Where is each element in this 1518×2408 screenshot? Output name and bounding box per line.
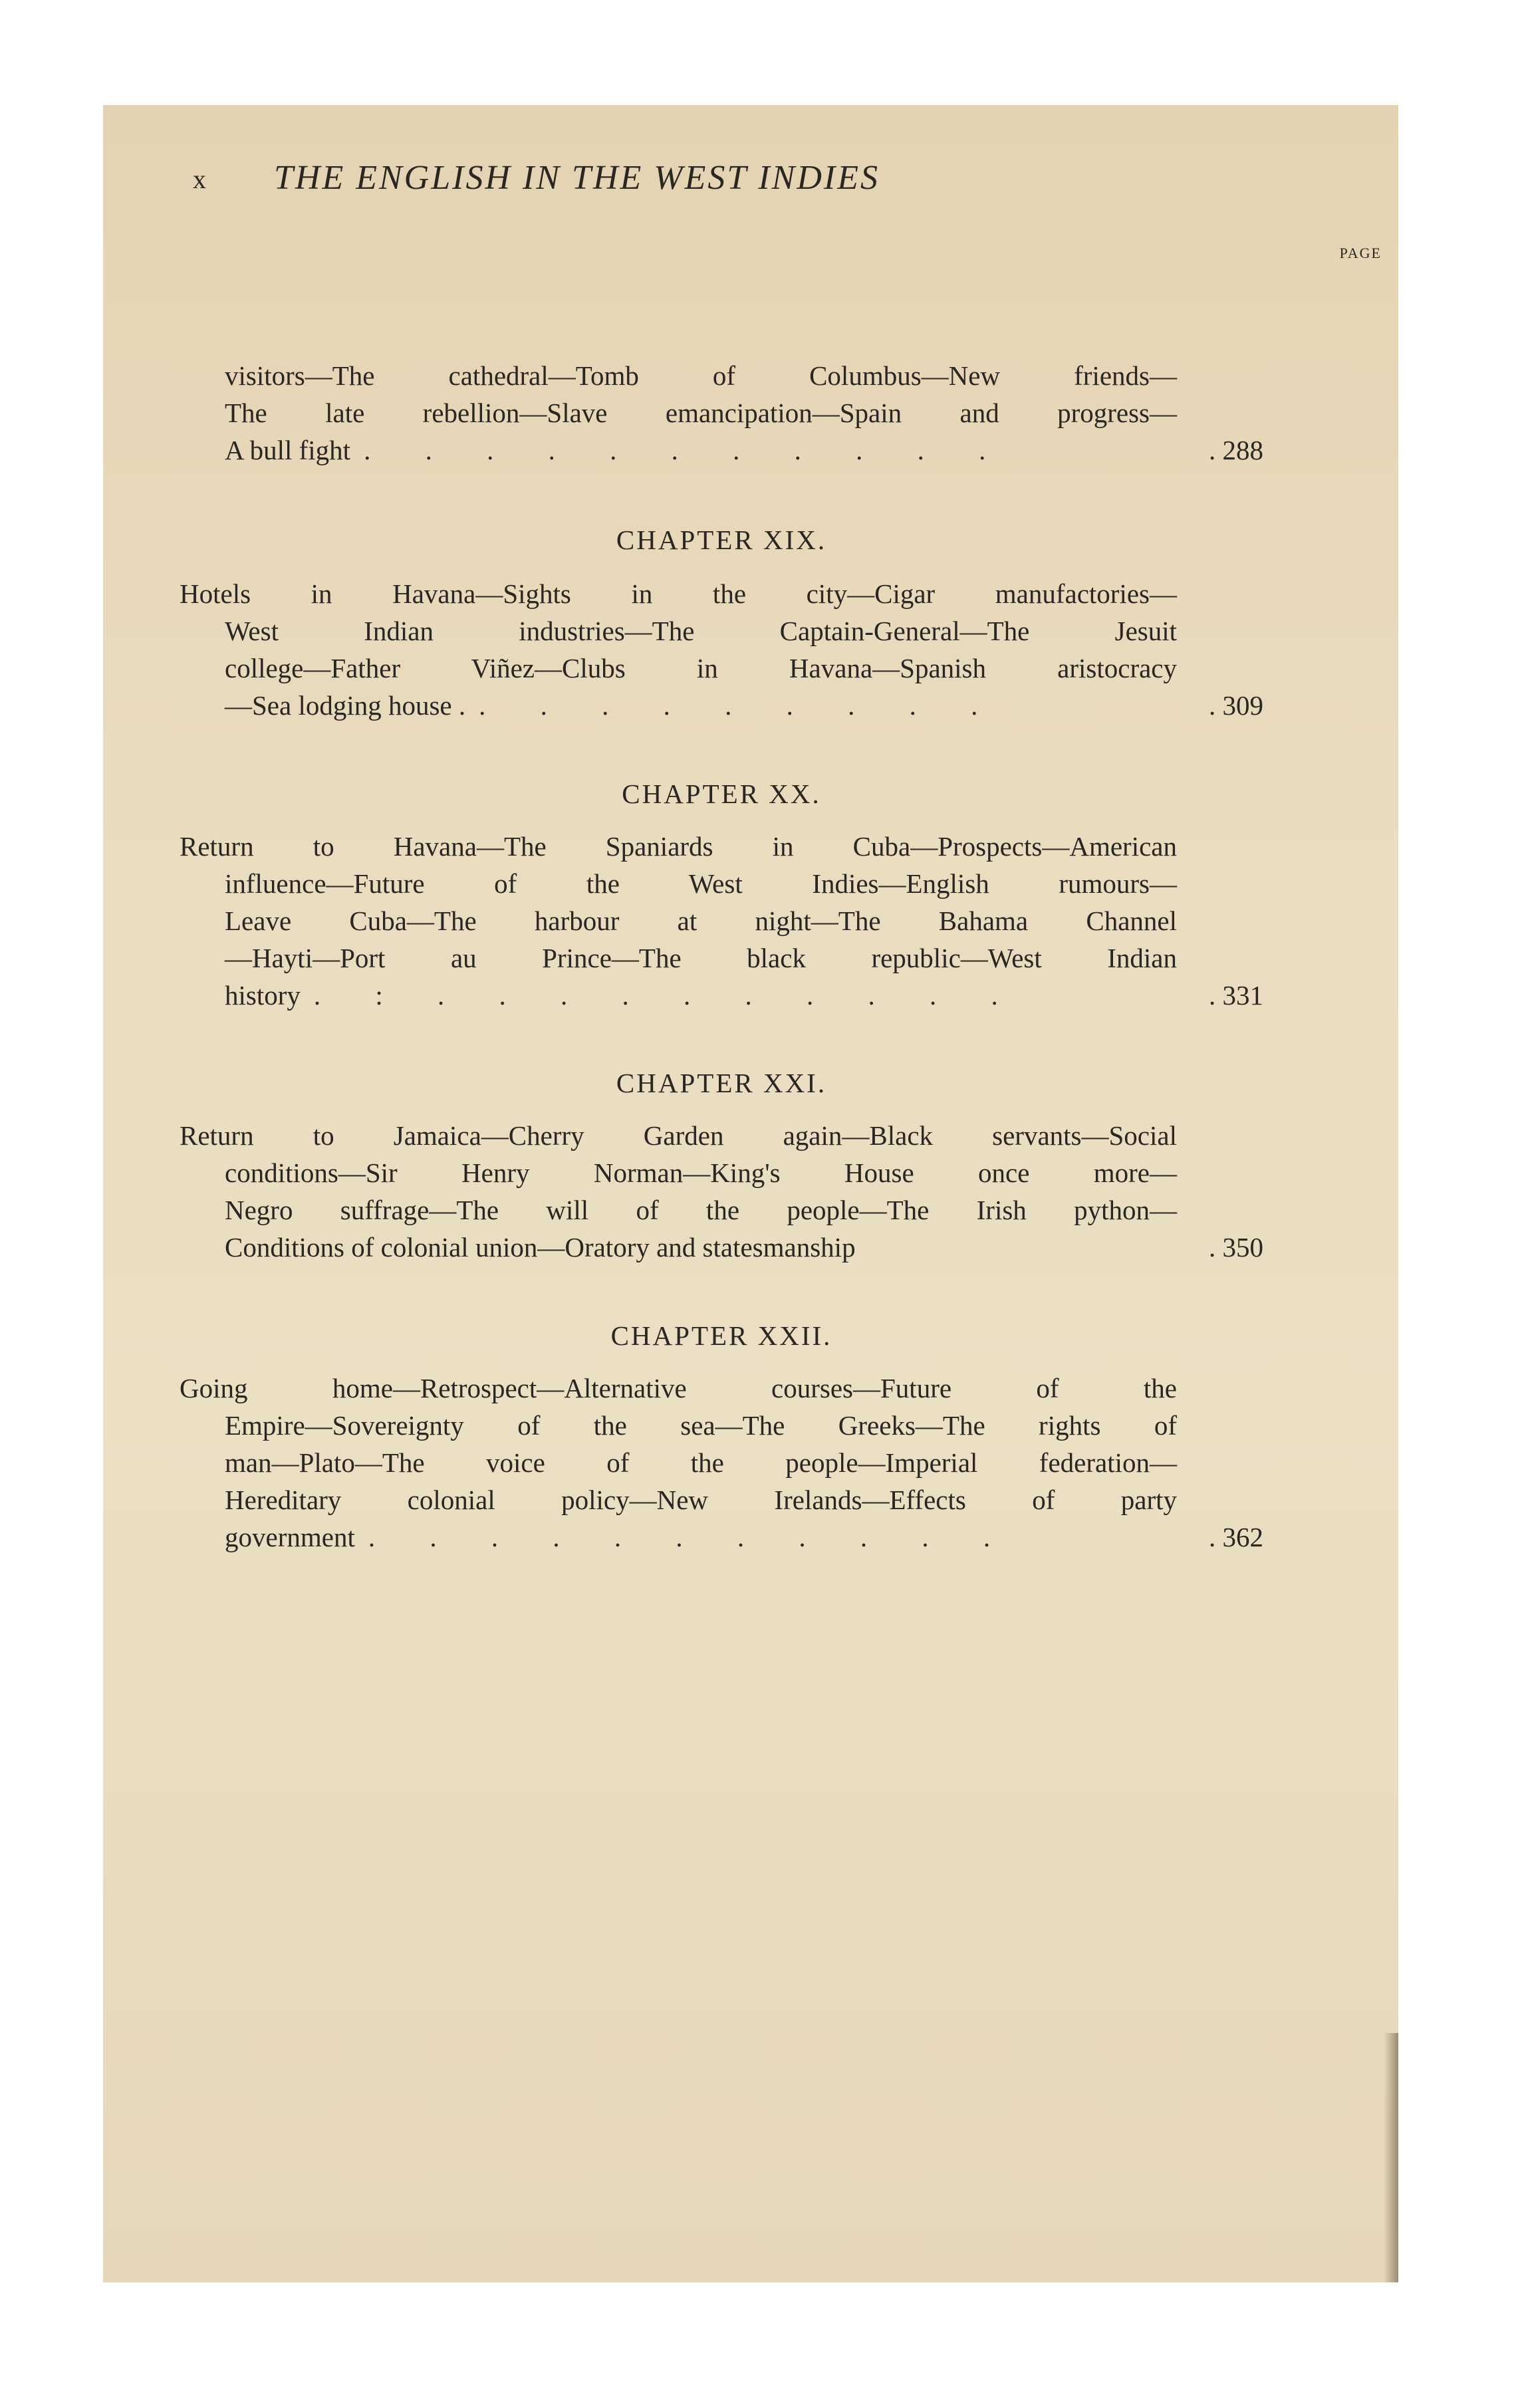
- toc-line: —Hayti—Port au Prince—The black republic—West Indian: [225, 943, 1177, 973]
- toc-entry: [180, 575, 1263, 724]
- toc-line: The late rebellion—Slave emancipation—Spain and progress—: [225, 398, 1177, 428]
- running-head: [193, 158, 1157, 205]
- dot-leader: . . . . . . . . .: [479, 690, 1002, 721]
- book-title: THE ENGLISH IN THE WEST INDIES: [274, 159, 880, 197]
- dot-leader: . . . . . . . . . . .: [364, 435, 1010, 465]
- toc-line: man—Plato—The voice of the people—Imperial federation—: [225, 1447, 1177, 1478]
- toc-line: Leave Cuba—The harbour at night—The Bahama Channel: [225, 905, 1177, 936]
- toc-line-text: A bull fight: [225, 435, 351, 465]
- toc-line: Hereditary colonial policy—New Irelands—Effects of party: [225, 1485, 1177, 1515]
- toc-page-ref: . 362: [1209, 1522, 1263, 1552]
- toc-line-text: —Sea lodging house .: [225, 690, 466, 721]
- dot-leader: . : . . . . . . . . . .: [313, 980, 1022, 1011]
- toc-line-leader: [180, 1229, 1263, 1266]
- toc-page-ref: . 331: [1209, 980, 1263, 1011]
- toc-line: college—Father Viñez—Clubs in Havana—Spanish aristocracy: [225, 653, 1177, 683]
- toc-line-leader: [180, 687, 1263, 724]
- toc-entry: [180, 1370, 1263, 1556]
- toc-line: Negro suffrage—The will of the people—The Irish python—: [225, 1195, 1177, 1225]
- page-number: x: [193, 164, 207, 194]
- chapter-heading: CHAPTER XXII.: [610, 1320, 832, 1351]
- toc-entry: [180, 1117, 1263, 1266]
- toc-line-text: Conditions of colonial union—Oratory and statesmanship: [225, 1232, 856, 1263]
- toc-line-leader: [180, 977, 1263, 1014]
- toc-line: Return to Havana—The Spaniards in Cuba—Prospects—American: [180, 831, 1177, 862]
- toc-page-ref: . 309: [1209, 690, 1263, 721]
- toc-entry: [180, 828, 1263, 1014]
- toc-line: West Indian industries—The Captain-General—The Jesuit: [225, 616, 1177, 646]
- toc-line: conditions—Sir Henry Norman—King's House once more—: [225, 1157, 1177, 1188]
- toc-line: Going home—Retrospect—Alternative courses—Future of the: [180, 1373, 1177, 1403]
- chapter-heading: CHAPTER XX.: [622, 779, 821, 809]
- toc-line: influence—Future of the West Indies—English rumours—: [225, 868, 1177, 899]
- toc-line: visitors—The cathedral—Tomb of Columbus—New friends—: [225, 360, 1177, 391]
- toc-line-leader: [180, 431, 1263, 469]
- toc-line-text: history: [225, 980, 301, 1011]
- toc-line-leader: [180, 1518, 1263, 1556]
- toc-page-ref: . 350: [1209, 1232, 1263, 1263]
- page-column-label: PAGE: [1339, 245, 1382, 261]
- toc-line: Empire—Sovereignty of the sea—The Greeks—The rights of: [225, 1410, 1177, 1441]
- toc-entry-continued: [180, 357, 1263, 469]
- toc-line: Return to Jamaica—Cherry Garden again—Black servants—Social: [180, 1120, 1177, 1151]
- toc-line: Hotels in Havana—Sights in the city—Cigar manufactories—: [180, 578, 1177, 609]
- dot-leader: . . . . . . . . . . .: [368, 1522, 1015, 1552]
- chapter-heading: CHAPTER XXI.: [616, 1068, 827, 1098]
- toc-line-text: government: [225, 1522, 355, 1552]
- chapter-heading: CHAPTER XIX.: [616, 525, 827, 555]
- toc-page-ref: . 288: [1209, 435, 1263, 465]
